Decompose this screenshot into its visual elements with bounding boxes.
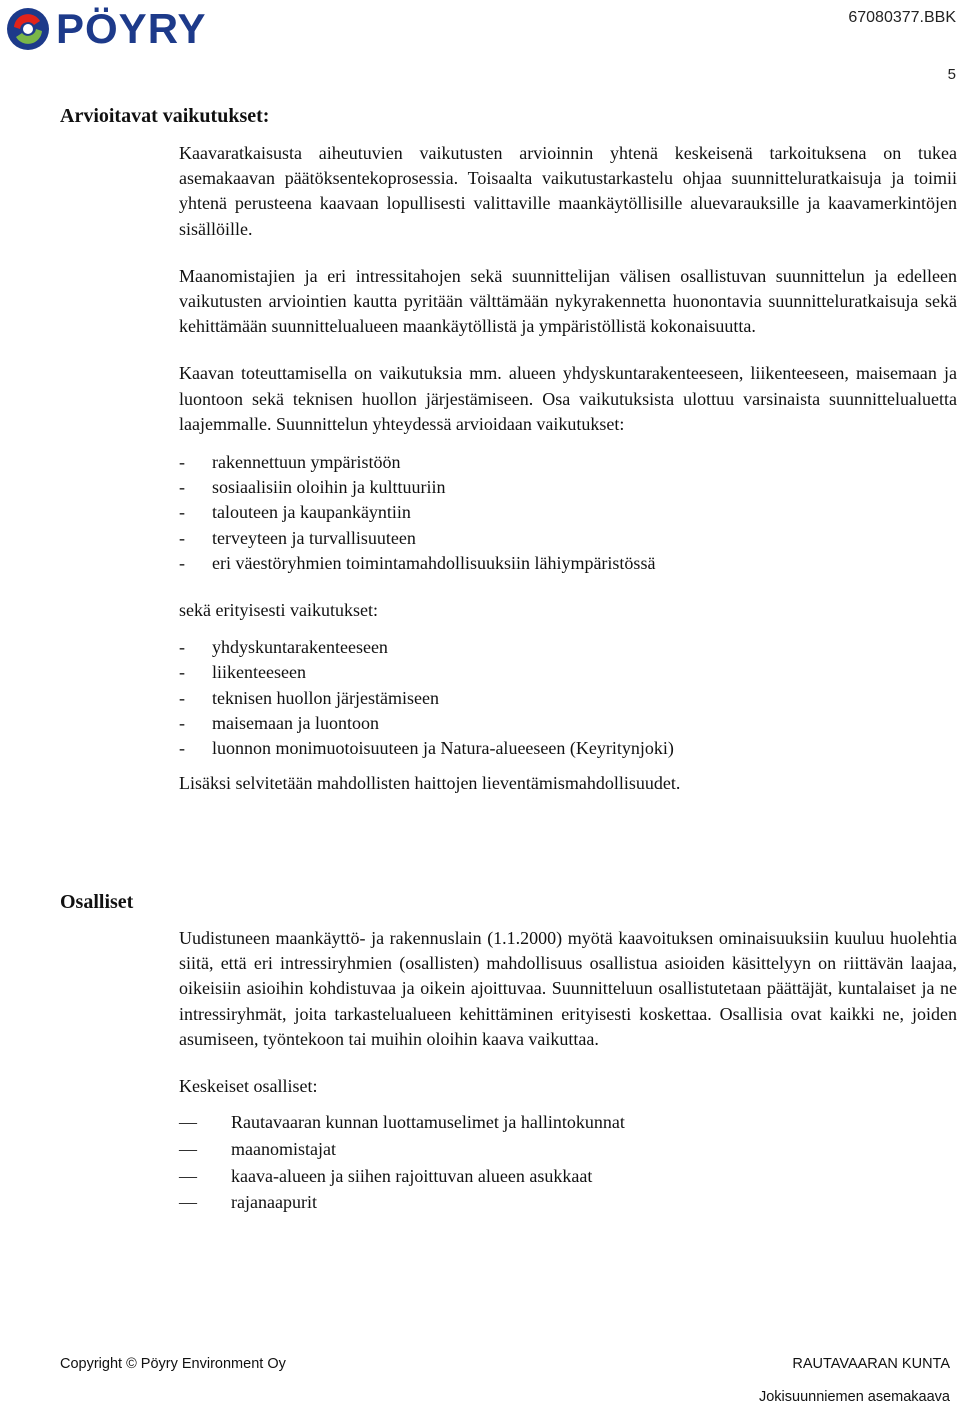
list-item: - talouteen ja kaupankäyntiin — [179, 500, 957, 525]
paragraph: Keskeiset osalliset: — [179, 1076, 318, 1097]
logo-swirl-icon — [6, 7, 50, 51]
list-item: — Rautavaaran kunnan luottamuselimet ja hallintokunnat — [179, 1109, 957, 1136]
section-heading-osalliset: Osalliset — [60, 891, 134, 913]
paragraph: sekä erityisesti vaikutukset: — [179, 600, 378, 621]
list-item: — rajanaapurit — [179, 1189, 957, 1216]
paragraph: Kaavan toteuttamisella on vaikutuksia mm. alueen yhdyskuntarakenteeseen, liikenteeseen, maisemaan ja luontoon sekä teknisen huollon järjestämiseen. Osa vaikutuksista ulottuu varsinaista suunnittelualuetta laajemmalle. Suunnittelun yhteydessä arvioidaan vaikutukset: — [179, 363, 957, 434]
list-item: — kaava-alueen ja siihen rajoittuvan alueen asukkaat — [179, 1163, 957, 1190]
paragraph: Uudistuneen maankäyttö- ja rakennuslain (1.1.2000) myötä kaavoituksen ominaisuuksiin kuuluu huolehtia siitä, että eri intressiryhmien (osallisten) mahdollisuus osallistua asioiden käsittelyyn on riittävän laajaa, oikeisiin asioihin kohdistuvaa ja oikein ajoittuvaa. Suunnitteluun osallistutetaan päättäjät, kuntalaiset ja ne intressiryhmät, joita tarkastelualueen kehittäminen erityisesti koskettaa. Osallisia ovat kaikki ne, joiden asumiseen, työntekoon tai muihin oloihin kaava vaikuttaa. — [179, 928, 957, 1049]
paragraph: Maanomistajien ja eri intressitahojen sekä suunnittelijan välisen osallistuvan suunnittelun ja edelleen vaikutusten arviointien kautta pyritään välttämään nykyrakennetta huonontavia suunnitteluratkaisuja sekä kehittämään suunnittelualueen maankäytöllistä ja ympäristöllistä kokonaisuutta. — [179, 265, 957, 337]
list-item: - maisemaan ja luontoon — [179, 711, 957, 736]
list-item: - eri väestöryhmien toimintamahdollisuuksiin lähiympäristössä — [179, 551, 957, 576]
special-impact-list — [179, 635, 957, 761]
document-number: 67080377.BBK — [848, 9, 956, 26]
footer-document-title: Jokisuunniemen asemakaava — [758, 1389, 950, 1405]
list-item: - sosiaalisiin oloihin ja kulttuuriin — [179, 475, 957, 500]
company-logo — [6, 6, 206, 52]
list-item: - yhdyskuntarakenteeseen — [179, 635, 957, 660]
list-item: - terveyteen ja turvallisuuteen — [179, 526, 957, 551]
section-vaikutukset-body — [179, 141, 957, 796]
list-item: - luonnon monimuotoisuuteen ja Natura-alueeseen (Keyritynjoki) — [179, 736, 957, 761]
footer-copyright: Copyright © Pöyry Environment Oy — [60, 1356, 286, 1372]
list-item: - teknisen huollon järjestämiseen — [179, 686, 957, 711]
impact-list — [179, 450, 957, 576]
section-osalliset-body — [179, 926, 957, 1216]
section-heading-vaikutukset: Arvioitavat vaikutukset: — [60, 105, 270, 127]
list-item: - liikenteeseen — [179, 660, 957, 685]
paragraph: Kaavaratkaisusta aiheutuvien vaikutusten arvioinnin yhtenä keskeisenä tarkoituksena on tukea asemakaavan päätöksentekoprosessia. Toisaalta vaikutustarkastelu ohjaa suunnitteluratkaisuja ja toimii yhtenä perusteena kaavaan lopullisesti valittaville maankäytöllisille aluevarauksille ja kaavamerkintöjen sisällöille. — [179, 143, 957, 239]
footer-client: RAUTAVAARAN KUNTA — [792, 1356, 950, 1372]
list-item: — maanomistajat — [179, 1136, 957, 1163]
page-number: 5 — [947, 66, 956, 83]
stakeholder-list — [179, 1109, 957, 1216]
logo-wordmark: PÖYRY — [56, 5, 207, 52]
paragraph: Lisäksi selvitetään mahdollisten haittojen lieventämismahdollisuudet. — [179, 773, 681, 794]
list-item: - rakennettuun ympäristöön — [179, 450, 957, 475]
